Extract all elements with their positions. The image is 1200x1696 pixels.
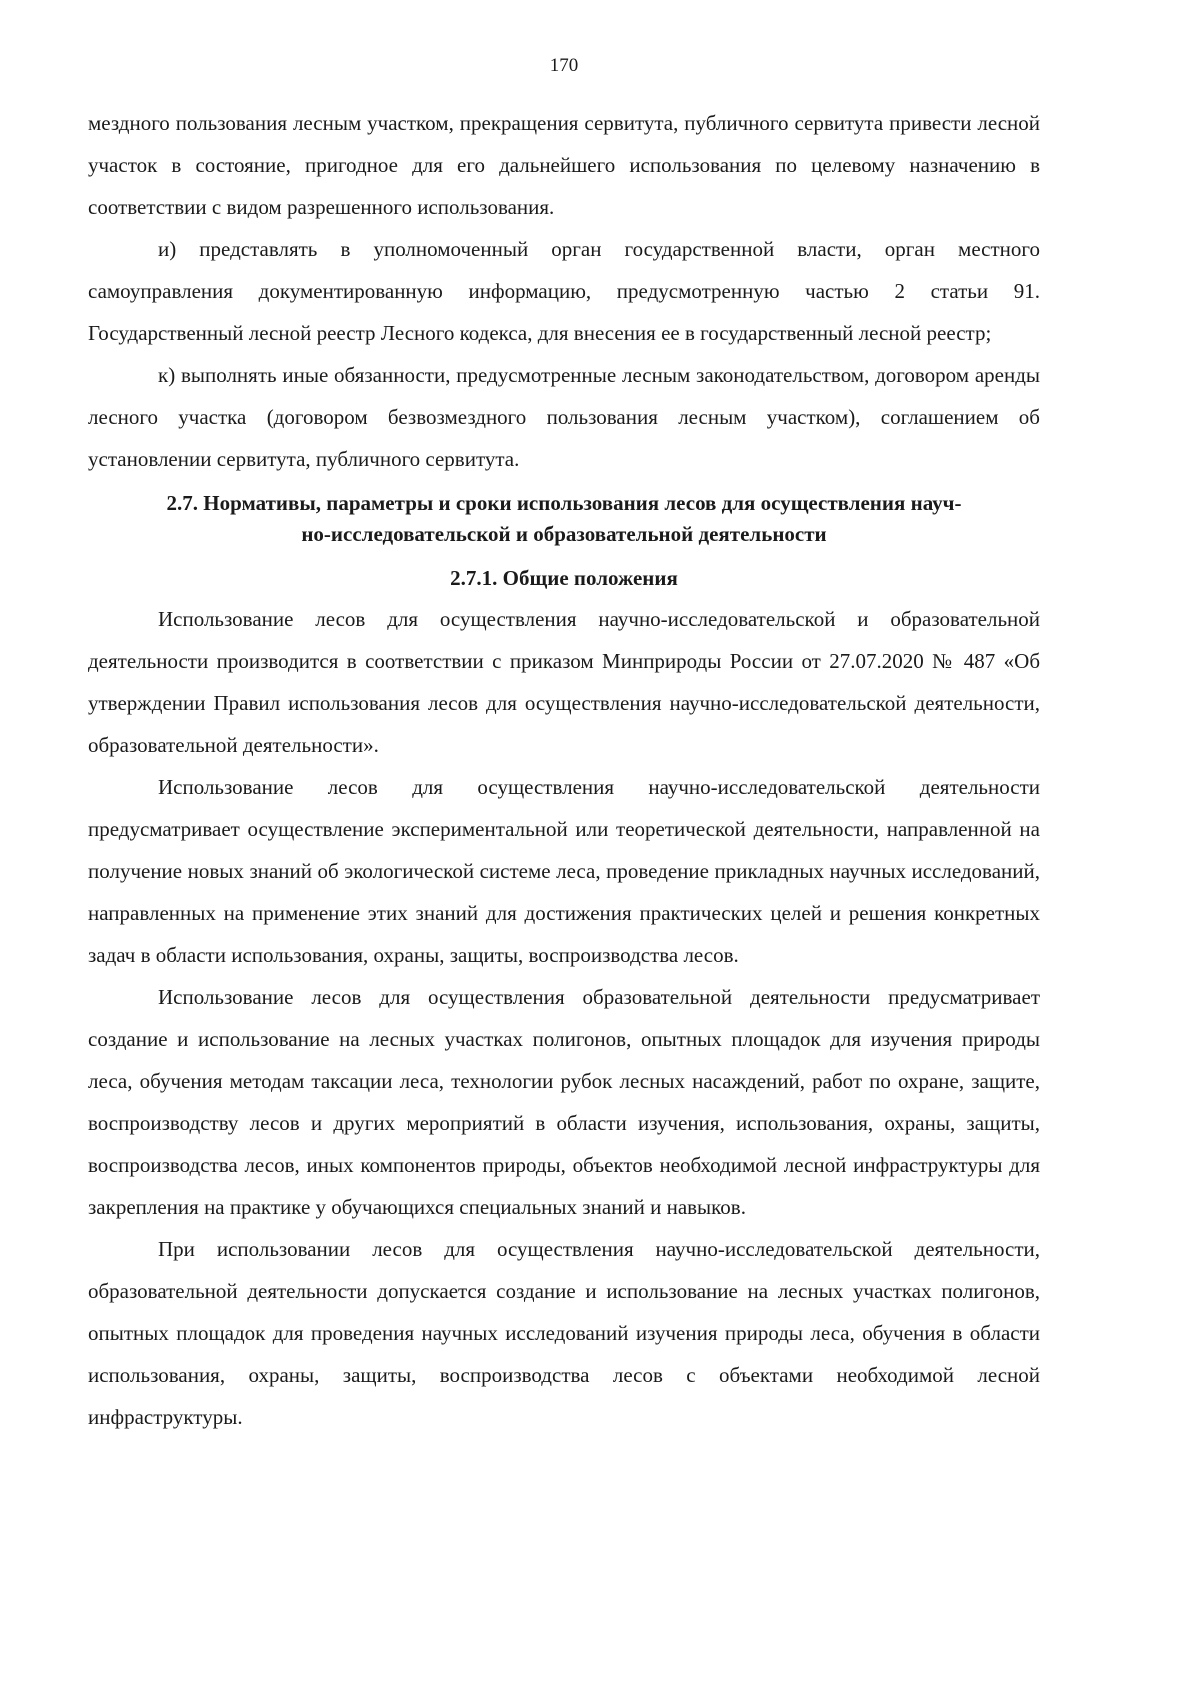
paragraph-continuation: мездного пользования лесным участком, прекращения сервитута, публичного сервитута привести лесной участок в состояние, пригодное для его дальнейшего использования по целевому назначению в соответствии с видом разрешенного использования.	[88, 111, 1040, 219]
section-heading-line-2: но-исследовательской и образовательной деятельности	[301, 522, 827, 546]
section-heading	[88, 488, 1040, 550]
paragraph-body-4: При использовании лесов для осуществления научно-исследовательской деятельности, образовательной деятельности допускается создание и использование на лесных участках полигонов, опытных площадок для проведения научных исследований изучения природы леса, обучения в области использования, охраны, защиты, воспроизводства лесов с объектами необходимой лесной инфраструктуры.	[88, 1237, 1040, 1429]
section-heading-line-1: 2.7. Нормативы, параметры и сроки использования лесов для осуществления науч-	[166, 491, 962, 515]
paragraph-body-2: Использование лесов для осуществления научно-исследовательской деятельности предусматривает осуществление экспериментальной или теоретической деятельности, направленной на получение новых знаний об экологической системе леса, проведение прикладных научных исследований, направленных на применение этих знаний для достижения практических целей и решения конкретных задач в области использования, охраны, защиты, воспроизводства лесов.	[88, 775, 1040, 967]
subsection-heading: 2.7.1. Общие положения	[450, 566, 678, 590]
page-number: 170	[549, 55, 579, 76]
paragraph-body-1: Использование лесов для осуществления научно-исследовательской и образовательной деятельности производится в соответствии с приказом Минприроды России от 27.07.2020 № 487 «Об утверждении Правил использования лесов для осуществления научно-исследовательской деятельности, образовательной деятельности».	[88, 607, 1040, 757]
paragraph-item-i: и) представлять в уполномоченный орган государственной власти, орган местного самоуправления документированную информацию, предусмотренную частью 2 статьи 91. Государственный лесной реестр Лесного кодекса, для внесения ее в государственный лесной реестр;	[88, 237, 1040, 345]
paragraph-item-k: к) выполнять иные обязанности, предусмотренные лесным законодательством, договором аренды лесного участка (договором безвозмездного пользования лесным участком), соглашением об установлении сервитута, публичного сервитута.	[88, 363, 1040, 471]
paragraph-body-3: Использование лесов для осуществления образовательной деятельности предусматривает создание и использование на лесных участках полигонов, опытных площадок для изучения природы леса, обучения методам таксации леса, технологии рубок лесных насаждений, работ по охране, защите, воспроизводству лесов и других мероприятий в области изучения, использования, охраны, защиты, воспроизводства лесов, иных компонентов природы, объектов необходимой лесной инфраструктуры для закрепления на практике у обучающихся специальных знаний и навыков.	[88, 985, 1040, 1219]
document-page	[88, 54, 1040, 1438]
